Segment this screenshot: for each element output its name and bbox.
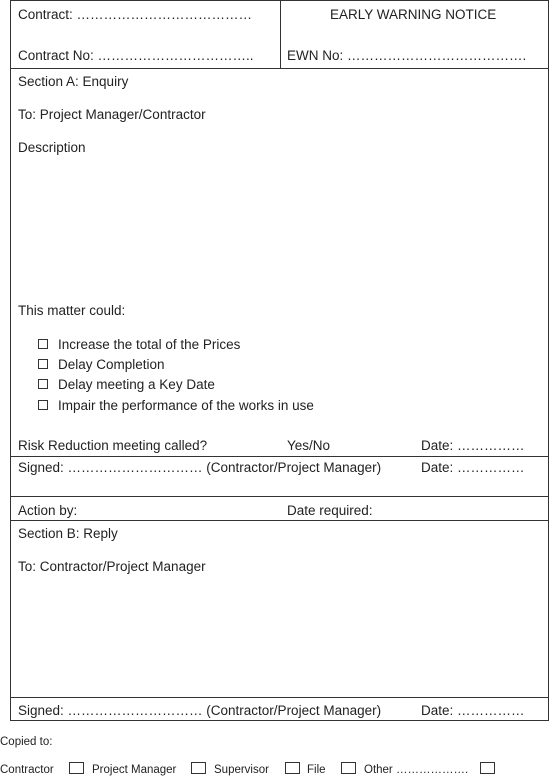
risk-reduction-date[interactable]: Date: …………… bbox=[421, 438, 525, 453]
divider-action-bottom bbox=[10, 520, 549, 521]
risk-reduction-yes-no[interactable]: Yes/No bbox=[287, 438, 331, 453]
ewn-no-field[interactable]: EWN No: …………………………………. bbox=[287, 48, 527, 63]
section-a-to: To: Project Manager/Contractor bbox=[18, 107, 206, 122]
copied-project-manager: Project Manager bbox=[92, 764, 177, 776]
frame-bottom bbox=[10, 720, 549, 721]
divider-header bbox=[10, 68, 549, 69]
section-b-heading: Section B: Reply bbox=[18, 526, 118, 541]
checkbox-increase-prices[interactable] bbox=[38, 339, 48, 349]
action-by-label[interactable]: Action by: bbox=[18, 503, 78, 518]
header-divider-vertical bbox=[280, 0, 281, 68]
divider-signed-b bbox=[10, 697, 549, 698]
copied-supervisor: Supervisor bbox=[214, 764, 269, 776]
description-label: Description bbox=[18, 140, 86, 155]
option-increase-prices: Increase the total of the Prices bbox=[58, 337, 241, 352]
contract-field[interactable]: Contract: ………………………………… bbox=[18, 7, 253, 22]
checkbox-copied-file[interactable] bbox=[341, 762, 356, 774]
checkbox-copied-project-manager[interactable] bbox=[191, 762, 206, 774]
date-required-label[interactable]: Date required: bbox=[287, 503, 373, 518]
checkbox-copied-other[interactable] bbox=[480, 762, 495, 774]
section-b-to: To: Contractor/Project Manager bbox=[18, 559, 206, 574]
frame-left bbox=[10, 0, 11, 720]
section-a-heading: Section A: Enquiry bbox=[18, 74, 129, 89]
divider-action-top bbox=[10, 496, 549, 497]
option-delay-completion: Delay Completion bbox=[58, 357, 165, 372]
checkbox-impair-performance[interactable] bbox=[38, 400, 48, 410]
risk-reduction-label: Risk Reduction meeting called? bbox=[18, 438, 208, 453]
option-impair-performance: Impair the performance of the works in use bbox=[58, 398, 314, 413]
copied-other[interactable]: Other ………………. bbox=[364, 764, 469, 776]
checkbox-copied-contractor[interactable] bbox=[69, 762, 84, 774]
signed-b[interactable]: Signed: ………………………… (Contractor/Project Manager) bbox=[18, 703, 382, 718]
form-title: EARLY WARNING NOTICE bbox=[330, 7, 497, 22]
contract-no-field[interactable]: Contract No: …………………………….. bbox=[18, 48, 254, 63]
checkbox-copied-supervisor[interactable] bbox=[285, 762, 300, 774]
matter-label: This matter could: bbox=[18, 303, 126, 318]
checkbox-delay-key-date[interactable] bbox=[38, 379, 48, 389]
divider-signed-a bbox=[10, 456, 549, 457]
signed-a-date[interactable]: Date: …………… bbox=[421, 460, 525, 475]
copied-contractor: Contractor bbox=[0, 764, 54, 776]
signed-b-date[interactable]: Date: …………… bbox=[421, 703, 525, 718]
option-delay-key-date: Delay meeting a Key Date bbox=[58, 377, 215, 392]
copied-file: File bbox=[307, 764, 326, 776]
signed-a[interactable]: Signed: ………………………… (Contractor/Project Manager) bbox=[18, 460, 382, 475]
copied-to-label: Copied to: bbox=[0, 736, 53, 748]
checkbox-delay-completion[interactable] bbox=[38, 359, 48, 369]
